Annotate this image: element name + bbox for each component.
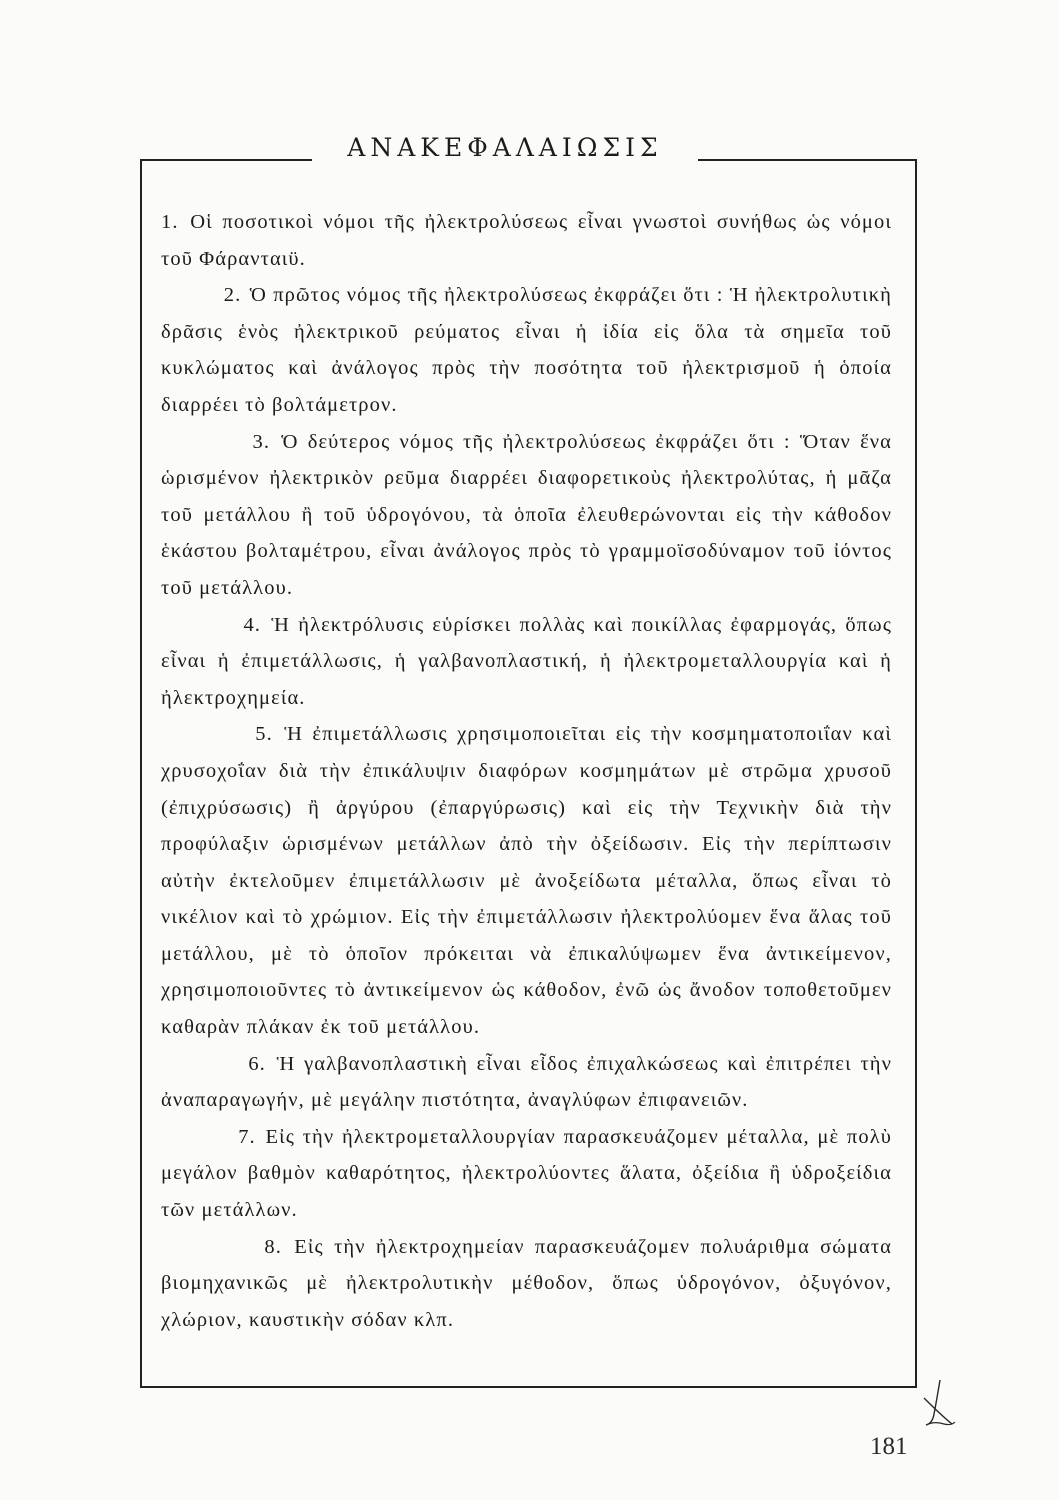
summary-item xyxy=(161,1229,892,1339)
item-number: 7. xyxy=(238,1125,256,1148)
summary-item xyxy=(161,424,892,607)
item-number: 8. xyxy=(264,1235,282,1258)
item-text: Ὁ πρῶτος νόμος τῆς ἠλεκτρολύσεως ἐκφράζει ὅτι : Ἡ ἠλεκτρολυτικὴ δρᾶσις ἑνὸς ἠλεκτρικοῦ ρεύματος εἶναι ἡ ἰδία εἰς ὅλα τὰ σημεῖα τοῦ κυκλώματος καὶ ἀνάλογος πρὸς τὴν ποσότητα τοῦ ἠλεκτρισμοῦ ἡ ὁποία διαρρέει τὸ βολτάμετρον. xyxy=(161,284,892,416)
item-number: 5. xyxy=(255,723,273,746)
handwritten-x-mark xyxy=(918,1378,960,1428)
summary-item xyxy=(161,716,892,1045)
summary-item xyxy=(161,1046,892,1119)
summary-item xyxy=(161,1119,892,1229)
item-number: 1. xyxy=(161,211,179,233)
summary-content xyxy=(161,204,892,1338)
item-number: 3. xyxy=(252,430,271,453)
item-text: Ἡ ἠλεκτρόλυσις εὑρίσκει πολλὰς καὶ ποικίλλας ἐφαρμογάς, ὅπως εἶναι ἡ ἐπιμετάλλωσις, ἡ γαλβανοπλαστική, ἡ ἠλεκτρομεταλλουργία καὶ ἡ ἠλεκτροχημεία. xyxy=(161,613,892,709)
summary-item xyxy=(161,277,892,423)
summary-item xyxy=(161,607,892,717)
item-number: 4. xyxy=(243,613,262,636)
item-text: Εἰς τὴν ἠλεκτρομεταλλουργίαν παρασκευάζομεν μέταλλα, μὲ πολὺ μεγάλον βαθμὸν καθαρότητος, ἠλεκτρολύοντες ἅλατα, ὀξείδια ἢ ὑδροξείδια τῶν μετάλλων. xyxy=(161,1125,893,1222)
item-number: 6. xyxy=(248,1052,266,1075)
item-text: Ἡ ἐπιμετάλλωσις χρησιμοποιεῖται εἰς τὴν κοσμηματοποιΐαν καὶ χρυσοχοΐαν διὰ τὴν ἐπικάλυψιν διαφόρων κοσμημάτων μὲ στρῶμα χρυσοῦ (ἐπιχρύσωσις) ἢ ἀργύρου (ἐπαργύρωσις) καὶ εἰς τὴν Τεχνικὴν διὰ τὴν προφύλαξιν ὡρισμένων μετάλλων ἀπὸ τὴν ὀξείδωσιν. Εἰς τὴν περίπτωσιν αὐτὴν ἐκτελοῦμεν ἐπιμετάλλωσιν μὲ ἀνοξείδωτα μέταλλα, ὅπως εἶναι τὸ νικέλιον καὶ τὸ χρώμιον. Εἰς τὴν ἐπιμετάλλωσιν ἠλεκτρολύομεν ἕνα ἅλας τοῦ μετάλλου, μὲ τὸ ὁποῖον πρόκειται νὰ ἐπικαλύψωμεν ἕνα ἀντικείμενον, χρησιμοποιοῦντες τὸ ἀντικείμενον ὡς κάθοδον, ἐνῶ ὡς ἄνοδον τοποθετοῦμεν καθαρὰν πλάκαν ἐκ τοῦ μετάλλου. xyxy=(161,723,892,1039)
item-text: Ὁ δεύτερος νόμος τῆς ἠλεκτρολύσεως ἐκφράζει ὅτι : Ὅταν ἕνα ὡρισμένον ἠλεκτρικὸν ρεῦμα διαρρέει διαφορετικοὺς ἠλεκτρολύτας, ἡ μᾶζα τοῦ μετάλλου ἢ τοῦ ὑδρογόνου, τὰ ὁποῖα ἐλευθερώνονται εἰς τὴν κάθοδον ἑκάστου βολταμέτρου, εἶναι ἀνάλογος πρὸς τὸ γραμμοϊσοδύναμον τοῦ ἰόντος τοῦ μετάλλου. xyxy=(161,430,892,599)
section-heading: ΑΝΑΚΕΦΑΛΑΙΩΣΙΣ xyxy=(347,133,663,162)
summary-item xyxy=(161,204,892,277)
page-number: 181 xyxy=(870,1433,908,1460)
item-text: Εἰς τὴν ἠλεκτροχημείαν παρασκευάζομεν πολυάριθμα σώματα βιομηχανικῶς μὲ ἠλεκτρολυτικὴν μέθοδον, ὅπως ὑδρογόνον, ὀξυγόνον, χλώριον, καυστικὴν σόδαν κλπ. xyxy=(161,1235,892,1331)
item-number: 2. xyxy=(223,284,242,307)
item-text: Ἡ γαλβανοπλαστικὴ εἶναι εἶδος ἐπιχαλκώσεως καὶ ἐπιτρέπει τὴν ἀναπαραγωγήν, μὲ μεγάλην πιστότητα, ἀναγλύφων ἐπιφανειῶν. xyxy=(161,1052,892,1112)
item-text: Οἱ ποσοτικοὶ νόμοι τῆς ἠλεκτρολύσεως εἶναι γνωστοὶ συνήθως ὡς νόμοι τοῦ Φάρανταιϋ. xyxy=(161,211,892,270)
